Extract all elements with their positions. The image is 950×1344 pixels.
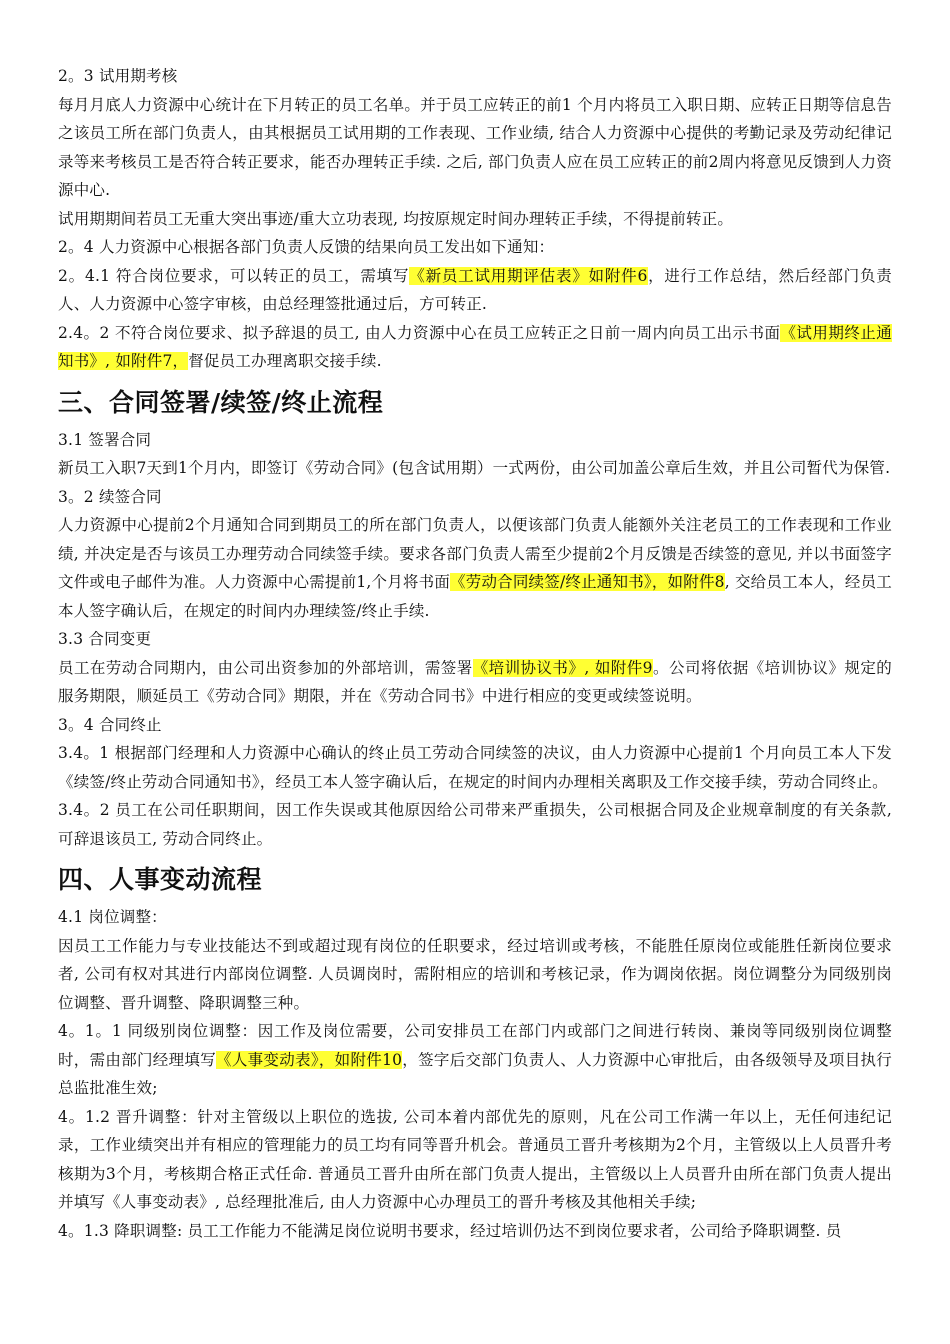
- highlight-attachment-9: 《培训协议书》, 如附件9: [472, 658, 653, 677]
- section-3-1-title: 3.1 签署合同: [58, 430, 152, 449]
- text: ，进行工作总结，然后经部门负责人、人力资源中心签字审核，由总经理签批通过后，方可转正.: [58, 266, 892, 313]
- heading-section-3: 三、合同签署/续签/终止流程: [58, 387, 384, 417]
- section-3-2-title: 3。2 续签合同: [58, 487, 162, 506]
- highlight-attachment-8: 《劳动合同续签/终止通知书》，如附件8: [450, 573, 725, 591]
- section-3-4-title: 3。4 合同终止: [58, 715, 162, 734]
- paragraph-3-1: 新员工入职7天到1个月内，即签订《劳动合同》(包含试用期）一式两份，由公司加盖公章后生效，并且公司暂代为保管.: [58, 459, 891, 477]
- highlight-attachment-10: 《人事变动表》，如附件10: [216, 1050, 403, 1069]
- section-3-3-title: 3.3 合同变更: [58, 630, 152, 648]
- paragraph-2-4-1: [58, 262, 892, 319]
- text: 2。4.1 符合岗位要求，可以转正的员工，需填写: [58, 266, 410, 285]
- section-4-1-title: 4.1 岗位调整：: [58, 908, 167, 926]
- highlight-attachment-7: 《试用期终止通知书》, 如附件7，: [58, 323, 892, 370]
- text: 4。1。1 同级别岗位调整：因工作及岗位需要，公司安排员工在部门内或部门之间进行转岗、兼岗等同级别岗位调整时，需由部门经理填写: [58, 1022, 892, 1069]
- text: 2.4。2 不符合岗位要求、拟予辞退的员工, 由人力资源中心在员工应转正之日前一周内向员工出示书面: [58, 323, 781, 342]
- paragraph-4-1-1: [58, 1017, 892, 1103]
- heading-section-4: 四、人事变动流程: [58, 865, 263, 894]
- text: 员工在劳动合同期内，由公司出资参加的外部培训，需签署: [58, 658, 473, 677]
- paragraph-2-4-2: [58, 319, 892, 376]
- section-2-3-title: 2。3 试用期考核: [58, 67, 178, 85]
- paragraph-3-4-1: 3.4。1 根据部门经理和人力资源中心确认的终止员工劳动合同续签的决议，由人力资源中心提前1 个月向员工本人下发《续签/终止劳动合同通知书》，经员工本人签字确认后，在规定的时间内办理相关离职及工作交接手续，劳动合同终止。: [58, 744, 892, 791]
- paragraph-no-early-confirmation: 试用期期间若员工无重大突出事迹/重大立功表现, 均按原规定时间办理转正手续，不得提前转正。: [58, 209, 734, 228]
- paragraph-3-4-2: 3.4。2 员工在公司任职期间，因工作失误或其他原因给公司带来严重损失，公司根据合同及企业规章制度的有关条款, 可辞退该员工, 劳动合同终止。: [58, 801, 892, 848]
- highlight-attachment-6: 《新员工试用期评估表》如附件6: [409, 266, 648, 285]
- text: ，签字后交部门负责人、人力资源中心审批后，由各级领导及项目执行总监批准生效;: [58, 1050, 893, 1097]
- paragraph-3-2: [58, 511, 892, 625]
- text: 。公司将依据《培训协议》规定的服务期限，顺延员工《劳动合同》期限，并在《劳动合同书》中进行相应的变更或续签说明。: [58, 658, 892, 705]
- section-2-4-title: 2。4 人力资源中心根据各部门负责人反馈的结果向员工发出如下通知：: [58, 238, 555, 256]
- paragraph-4-1-2: 4。1.2 晋升调整：针对主管级以上职位的选拔, 公司本着内部优先的原则，凡在公司工作满一年以上，无任何违纪记录，工作业绩突出并有相应的管理能力的员工均有同等晋升机会。普通员工晋升考核期为2个月，主管级以上人员晋升考核期为3个月，考核期合格正式任命. 普通员工晋升由所在部门负责人提出，主管级以上人员晋升由所在部门负责人提出并填写《人事变动表》, 总经理批准后, 由人力资源中心办理员工的晋升考核及其他相关手续;: [58, 1107, 892, 1211]
- paragraph-4-1-3: 4。1.3 降职调整: 员工工作能力不能满足岗位说明书要求，经过培训仍达不到岗位要求者，公司给予降职调整. 员: [58, 1221, 842, 1240]
- text: 人力资源中心提前2个月通知合同到期员工的所在部门负责人，以便该部门负责人能额外关注老员工的工作表现和工作业绩, 并决定是否与该员工办理劳动合同续签手续。要求各部门负责人需至少提前2个月反馈是否续签的意见, 并以书面签字文件或电子邮件为准。人力资源中心需提前1,个月将书面: [58, 516, 892, 591]
- paragraph-4-1: 因员工工作能力与专业技能达不到或超过现有岗位的任职要求，经过培训或考核，不能胜任原岗位或能胜任新岗位要求者, 公司有权对其进行内部岗位调整. 人员调岗时，需附相应的培训和考核记录，作为调岗依据。岗位调整分为同级别岗位调整、晋升调整、降职调整三种。: [58, 936, 892, 1012]
- paragraph-probation-review: 每月月底人力资源中心统计在下月转正的员工名单。并于员工应转正的前1 个月内将员工入职日期、应转正日期等信息告之该员工所在部门负责人，由其根据员工试用期的工作表现、工作业绩, 结合人力资源中心提供的考勤记录及劳动纪律记录等来考核员工是否符合转正要求，能否办理转正手续. 之后, 部门负责人应在员工应转正的前2周内将意见反馈到人力资源中心.: [58, 95, 892, 199]
- text: 督促员工办理离职交接手续.: [188, 352, 382, 370]
- paragraph-3-3: [58, 654, 892, 711]
- text: , 交给员工本人，经员工本人签字确认后，在规定的时间内办理续签/终止手续.: [58, 573, 892, 620]
